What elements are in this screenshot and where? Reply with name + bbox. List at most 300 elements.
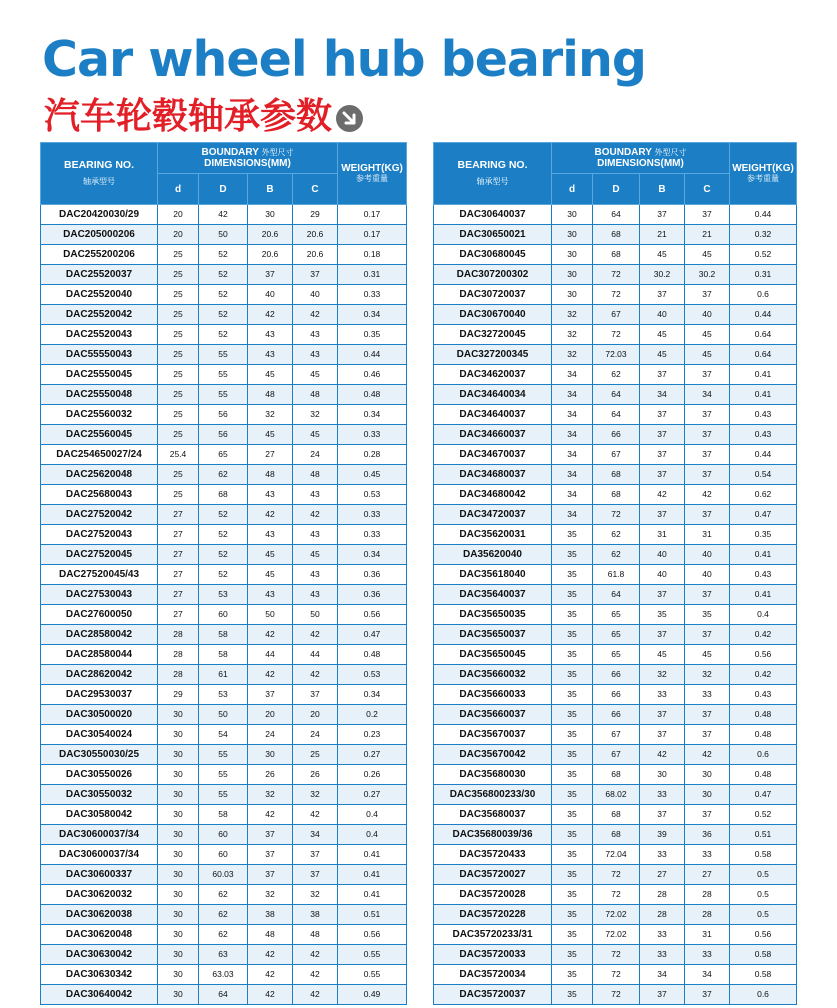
d-cell: 27: [158, 525, 199, 545]
d-cell: 30: [158, 945, 199, 965]
b-width-cell: 48: [248, 465, 293, 485]
weight-cell: 0.46: [338, 365, 407, 385]
table-row: [434, 205, 797, 225]
bearing-no-cell: DAC25520043: [41, 325, 158, 345]
c-width-cell: 29: [293, 205, 338, 225]
weight-cell: 0.48: [338, 385, 407, 405]
weight-cell: 0.58: [730, 965, 797, 985]
b-width-cell: 45: [248, 565, 293, 585]
outer-diameter-cell: 58: [199, 805, 248, 825]
c-width-cell: 28: [685, 885, 730, 905]
outer-diameter-cell: 42: [199, 205, 248, 225]
d-cell: 35: [552, 605, 593, 625]
bearing-no-cell: DAC25550045: [41, 365, 158, 385]
b-width-cell: 32: [248, 885, 293, 905]
weight-cell: 0.58: [730, 945, 797, 965]
d-cell: 32: [552, 345, 593, 365]
c-width-cell: 32: [293, 785, 338, 805]
c-width-cell: 37: [685, 985, 730, 1005]
bearing-no-cell: DAC27600050: [41, 605, 158, 625]
table-row: [41, 585, 407, 605]
b-width-cell: 30: [248, 745, 293, 765]
table-row: [41, 405, 407, 425]
table-row: [434, 665, 797, 685]
bearing-no-cell: DAC356800233/30: [434, 785, 552, 805]
bearing-no-cell: DAC25560045: [41, 425, 158, 445]
bearing-no-cell: DAC25620048: [41, 465, 158, 485]
weight-cell: 0.28: [338, 445, 407, 465]
weight-cell: 0.6: [730, 985, 797, 1005]
d-cell: 30: [158, 845, 199, 865]
b-width-cell: 45: [248, 425, 293, 445]
b-width-cell: 45: [640, 325, 685, 345]
outer-diameter-cell: 72: [593, 285, 640, 305]
bearing-no-cell: DAC30550026: [41, 765, 158, 785]
b-width-cell: 20.6: [248, 225, 293, 245]
outer-diameter-cell: 68: [593, 765, 640, 785]
b-width-cell: 24: [248, 725, 293, 745]
outer-diameter-cell: 62: [199, 885, 248, 905]
weight-cell: 0.32: [730, 225, 797, 245]
weight-cell: 0.6: [730, 285, 797, 305]
d-cell: 25: [158, 245, 199, 265]
bearing-no-cell: DAC28580042: [41, 625, 158, 645]
table-row: [434, 965, 797, 985]
table-row: [434, 245, 797, 265]
table-row: [41, 245, 407, 265]
weight-cell: 0.34: [338, 545, 407, 565]
bearing-no-cell: DAC30620032: [41, 885, 158, 905]
c-width-cell: 20.6: [293, 225, 338, 245]
c-width-cell: 45: [293, 365, 338, 385]
bearing-no-header: BEARING NO. 轴承型号: [434, 143, 552, 205]
d-cell: 30: [158, 745, 199, 765]
c-width-cell: 42: [685, 745, 730, 765]
b-width-cell: 37: [640, 425, 685, 445]
table-row: [41, 765, 407, 785]
weight-cell: 0.56: [730, 645, 797, 665]
table-row: [41, 665, 407, 685]
bearing-no-cell: DAC30540024: [41, 725, 158, 745]
outer-diameter-cell: 66: [593, 425, 640, 445]
d-cell: 27: [158, 505, 199, 525]
b-width-cell: 32: [640, 665, 685, 685]
bearing-no-cell: DAC20420030/29: [41, 205, 158, 225]
weight-cell: 0.55: [338, 945, 407, 965]
b-width-cell: 33: [640, 845, 685, 865]
bearing-no-cell: DAC34640037: [434, 405, 552, 425]
d-cell: 34: [552, 485, 593, 505]
d-cell: 34: [552, 505, 593, 525]
bearing-no-cell: DAC35660032: [434, 665, 552, 685]
c-width-cell: 48: [293, 925, 338, 945]
outer-diameter-cell: 55: [199, 785, 248, 805]
subtitle-text: 汽车轮毂轴承参数: [44, 95, 333, 136]
weight-cell: 0.44: [730, 205, 797, 225]
table-row: [41, 545, 407, 565]
b-width-cell: 37: [640, 725, 685, 745]
weight-cell: 0.48: [730, 765, 797, 785]
table-row: [434, 385, 797, 405]
bearing-no-cell: DAC25560032: [41, 405, 158, 425]
d-cell: 30: [158, 905, 199, 925]
c-width-cell: 37: [685, 725, 730, 745]
d-cell: 35: [552, 965, 593, 985]
c-width-cell: 34: [685, 385, 730, 405]
col-d-header: d: [552, 174, 593, 205]
b-width-cell: 42: [640, 485, 685, 505]
c-width-cell: 31: [685, 525, 730, 545]
b-width-cell: 37: [640, 465, 685, 485]
outer-diameter-cell: 52: [199, 245, 248, 265]
bearing-no-cell: DAC35720433: [434, 845, 552, 865]
col-B-header: B: [640, 174, 685, 205]
c-width-cell: 37: [685, 625, 730, 645]
weight-cell: 0.5: [730, 905, 797, 925]
d-cell: 35: [552, 725, 593, 745]
b-width-cell: 33: [640, 785, 685, 805]
d-cell: 35: [552, 985, 593, 1005]
b-width-cell: 48: [248, 925, 293, 945]
weight-cell: 0.34: [338, 405, 407, 425]
d-cell: 32: [552, 305, 593, 325]
b-width-cell: 40: [640, 565, 685, 585]
c-width-cell: 44: [293, 645, 338, 665]
c-width-cell: 35: [685, 605, 730, 625]
table-row: [41, 325, 407, 345]
table-row: [434, 745, 797, 765]
table-row: [434, 805, 797, 825]
b-width-cell: 26: [248, 765, 293, 785]
c-width-cell: 37: [685, 585, 730, 605]
d-cell: 35: [552, 685, 593, 705]
table-row: [434, 765, 797, 785]
c-width-cell: 21: [685, 225, 730, 245]
bearing-no-cell: DAC35720033: [434, 945, 552, 965]
table-row: [41, 365, 407, 385]
d-cell: 25: [158, 425, 199, 445]
outer-diameter-cell: 53: [199, 685, 248, 705]
outer-diameter-cell: 72: [593, 505, 640, 525]
d-cell: 30: [158, 865, 199, 885]
b-width-cell: 37: [640, 705, 685, 725]
table-row: [434, 425, 797, 445]
d-cell: 30: [158, 765, 199, 785]
b-width-cell: 42: [248, 945, 293, 965]
bearing-no-cell: DAC29530037: [41, 685, 158, 705]
weight-cell: 0.44: [730, 445, 797, 465]
b-width-cell: 37: [640, 985, 685, 1005]
c-width-cell: 33: [685, 845, 730, 865]
weight-cell: 0.5: [730, 885, 797, 905]
c-width-cell: 24: [293, 445, 338, 465]
b-width-cell: 37: [640, 365, 685, 385]
b-width-cell: 20: [248, 705, 293, 725]
b-width-cell: 40: [640, 545, 685, 565]
table-row: [434, 285, 797, 305]
d-cell: 25.4: [158, 445, 199, 465]
page-title: Car wheel hub bearing: [42, 31, 646, 88]
weight-cell: 0.23: [338, 725, 407, 745]
b-width-cell: 42: [248, 665, 293, 685]
c-width-cell: 33: [685, 945, 730, 965]
d-cell: 30: [158, 805, 199, 825]
b-width-cell: 42: [248, 305, 293, 325]
b-width-cell: 33: [640, 925, 685, 945]
d-cell: 34: [552, 425, 593, 445]
outer-diameter-cell: 60: [199, 825, 248, 845]
d-cell: 35: [552, 925, 593, 945]
outer-diameter-cell: 68: [199, 485, 248, 505]
table-row: [434, 225, 797, 245]
col-C-header: C: [293, 174, 338, 205]
table-row: [41, 985, 407, 1005]
d-cell: 30: [158, 925, 199, 945]
weight-cell: 0.56: [338, 925, 407, 945]
weight-cell: 0.41: [730, 545, 797, 565]
bearing-no-cell: DAC30600337: [41, 865, 158, 885]
table-row: [41, 925, 407, 945]
b-width-cell: 37: [640, 405, 685, 425]
d-cell: 30: [552, 265, 593, 285]
bearing-no-cell: DAC35640037: [434, 585, 552, 605]
c-width-cell: 24: [293, 725, 338, 745]
outer-diameter-cell: 72: [593, 985, 640, 1005]
c-width-cell: 20: [293, 705, 338, 725]
bearing-no-cell: DAC55550043: [41, 345, 158, 365]
bearing-no-cell: DAC327200345: [434, 345, 552, 365]
bearing-no-cell: DAC32720045: [434, 325, 552, 345]
b-width-cell: 30: [640, 765, 685, 785]
d-cell: 30: [158, 885, 199, 905]
outer-diameter-cell: 64: [593, 385, 640, 405]
table-row: [41, 305, 407, 325]
weight-cell: 0.33: [338, 285, 407, 305]
weight-cell: 0.36: [338, 585, 407, 605]
weight-cell: 0.35: [730, 525, 797, 545]
weight-cell: 0.42: [730, 665, 797, 685]
d-cell: 30: [158, 985, 199, 1005]
c-width-cell: 37: [685, 505, 730, 525]
b-width-cell: 40: [640, 305, 685, 325]
bearing-no-cell: DAC35650037: [434, 625, 552, 645]
d-cell: 28: [158, 645, 199, 665]
c-width-cell: 27: [685, 865, 730, 885]
bearing-no-cell: DAC35670037: [434, 725, 552, 745]
c-width-cell: 37: [293, 265, 338, 285]
weight-header: WEIGHT(KG) 参考重量: [730, 143, 797, 205]
bearing-no-cell: DAC27520043: [41, 525, 158, 545]
b-width-cell: 43: [248, 485, 293, 505]
bearing-no-cell: DAC205000206: [41, 225, 158, 245]
c-width-cell: 43: [293, 325, 338, 345]
b-width-cell: 37: [640, 805, 685, 825]
table-row: [434, 485, 797, 505]
outer-diameter-cell: 52: [199, 265, 248, 285]
bearing-no-cell: DAC35720027: [434, 865, 552, 885]
b-width-cell: 45: [640, 345, 685, 365]
d-cell: 30: [552, 225, 593, 245]
bearing-no-cell: DAC34680042: [434, 485, 552, 505]
col-D-header: D: [593, 174, 640, 205]
bearing-no-cell: DAC35720228: [434, 905, 552, 925]
weight-cell: 0.47: [730, 785, 797, 805]
outer-diameter-cell: 52: [199, 545, 248, 565]
d-cell: 28: [158, 625, 199, 645]
col-D-header: D: [199, 174, 248, 205]
table-row: [434, 605, 797, 625]
table-row: [434, 785, 797, 805]
c-width-cell: 45: [685, 645, 730, 665]
b-width-cell: 37: [640, 445, 685, 465]
table-row: [434, 985, 797, 1005]
weight-cell: 0.58: [730, 845, 797, 865]
c-width-cell: 43: [293, 485, 338, 505]
outer-diameter-cell: 56: [199, 405, 248, 425]
weight-cell: 0.41: [338, 885, 407, 905]
outer-diameter-cell: 62: [593, 545, 640, 565]
d-cell: 34: [552, 405, 593, 425]
table-row: [434, 725, 797, 745]
d-cell: 35: [552, 805, 593, 825]
table-row: [434, 905, 797, 925]
bearing-table-right: [433, 142, 797, 1005]
b-width-cell: 42: [640, 745, 685, 765]
outer-diameter-cell: 64: [593, 205, 640, 225]
weight-cell: 0.43: [730, 425, 797, 445]
table-row: [41, 425, 407, 445]
weight-cell: 0.48: [730, 725, 797, 745]
table-row: [41, 865, 407, 885]
table-row: [434, 685, 797, 705]
weight-cell: 0.51: [730, 825, 797, 845]
c-width-cell: 40: [293, 285, 338, 305]
bearing-no-cell: DAC34680037: [434, 465, 552, 485]
weight-cell: 0.41: [730, 365, 797, 385]
weight-cell: 0.33: [338, 525, 407, 545]
weight-cell: 0.35: [338, 325, 407, 345]
table-row: [41, 605, 407, 625]
bearing-no-cell: DAC30550030/25: [41, 745, 158, 765]
outer-diameter-cell: 72: [593, 965, 640, 985]
bearing-no-cell: DAC28620042: [41, 665, 158, 685]
weight-cell: 0.48: [730, 705, 797, 725]
weight-cell: 0.53: [338, 485, 407, 505]
outer-diameter-cell: 68: [593, 825, 640, 845]
outer-diameter-cell: 54: [199, 725, 248, 745]
weight-cell: 0.49: [338, 985, 407, 1005]
table-row: [41, 805, 407, 825]
b-width-cell: 39: [640, 825, 685, 845]
b-width-cell: 45: [248, 365, 293, 385]
weight-cell: 0.2: [338, 705, 407, 725]
d-cell: 35: [552, 545, 593, 565]
b-width-cell: 31: [640, 525, 685, 545]
outer-diameter-cell: 72: [593, 885, 640, 905]
outer-diameter-cell: 52: [199, 305, 248, 325]
outer-diameter-cell: 50: [199, 705, 248, 725]
d-cell: 25: [158, 265, 199, 285]
bearing-no-cell: DA35620040: [434, 545, 552, 565]
b-width-cell: 37: [640, 625, 685, 645]
b-width-cell: 37: [640, 505, 685, 525]
weight-cell: 0.17: [338, 205, 407, 225]
b-width-cell: 40: [248, 285, 293, 305]
b-width-cell: 50: [248, 605, 293, 625]
table-row: [434, 625, 797, 645]
bearing-no-cell: DAC35720233/31: [434, 925, 552, 945]
table-row: [41, 965, 407, 985]
outer-diameter-cell: 67: [593, 725, 640, 745]
bearing-no-cell: DAC34660037: [434, 425, 552, 445]
b-width-cell: 37: [248, 825, 293, 845]
c-width-cell: 26: [293, 765, 338, 785]
b-width-cell: 42: [248, 805, 293, 825]
table-row: [434, 345, 797, 365]
c-width-cell: 32: [293, 405, 338, 425]
c-width-cell: 37: [685, 425, 730, 445]
bearing-no-cell: DAC30630042: [41, 945, 158, 965]
weight-cell: 0.18: [338, 245, 407, 265]
outer-diameter-cell: 64: [593, 585, 640, 605]
c-width-cell: 30.2: [685, 265, 730, 285]
table-row: [434, 585, 797, 605]
bearing-no-cell: DAC35660037: [434, 705, 552, 725]
table-row: [41, 885, 407, 905]
table-row: [41, 485, 407, 505]
b-width-cell: 43: [248, 585, 293, 605]
bearing-no-cell: DAC307200302: [434, 265, 552, 285]
bearing-no-cell: DAC25520042: [41, 305, 158, 325]
weight-cell: 0.5: [730, 865, 797, 885]
table-row: [41, 845, 407, 865]
c-width-cell: 43: [293, 565, 338, 585]
weight-cell: 0.44: [730, 305, 797, 325]
outer-diameter-cell: 61.8: [593, 565, 640, 585]
weight-cell: 0.33: [338, 425, 407, 445]
table-row: [41, 465, 407, 485]
bearing-table-left: [40, 142, 407, 1005]
table-row: [434, 365, 797, 385]
d-cell: 30: [158, 705, 199, 725]
outer-diameter-cell: 72: [593, 865, 640, 885]
c-width-cell: 32: [293, 885, 338, 905]
outer-diameter-cell: 72.02: [593, 925, 640, 945]
bearing-no-cell: DAC30680045: [434, 245, 552, 265]
bearing-no-cell: DAC30650021: [434, 225, 552, 245]
table-row: [434, 565, 797, 585]
weight-cell: 0.31: [730, 265, 797, 285]
weight-cell: 0.31: [338, 265, 407, 285]
b-width-cell: 43: [248, 345, 293, 365]
d-cell: 30: [552, 205, 593, 225]
outer-diameter-cell: 56: [199, 425, 248, 445]
outer-diameter-cell: 68: [593, 485, 640, 505]
weight-cell: 0.55: [338, 965, 407, 985]
col-B-header: B: [248, 174, 293, 205]
b-width-cell: 37: [640, 205, 685, 225]
weight-cell: 0.52: [730, 805, 797, 825]
table-row: [41, 385, 407, 405]
weight-cell: 0.4: [338, 805, 407, 825]
d-cell: 35: [552, 825, 593, 845]
d-cell: 30: [158, 785, 199, 805]
table-row: [434, 265, 797, 285]
c-width-cell: 43: [293, 585, 338, 605]
weight-cell: 0.45: [338, 465, 407, 485]
weight-cell: 0.43: [730, 565, 797, 585]
d-cell: 35: [552, 625, 593, 645]
